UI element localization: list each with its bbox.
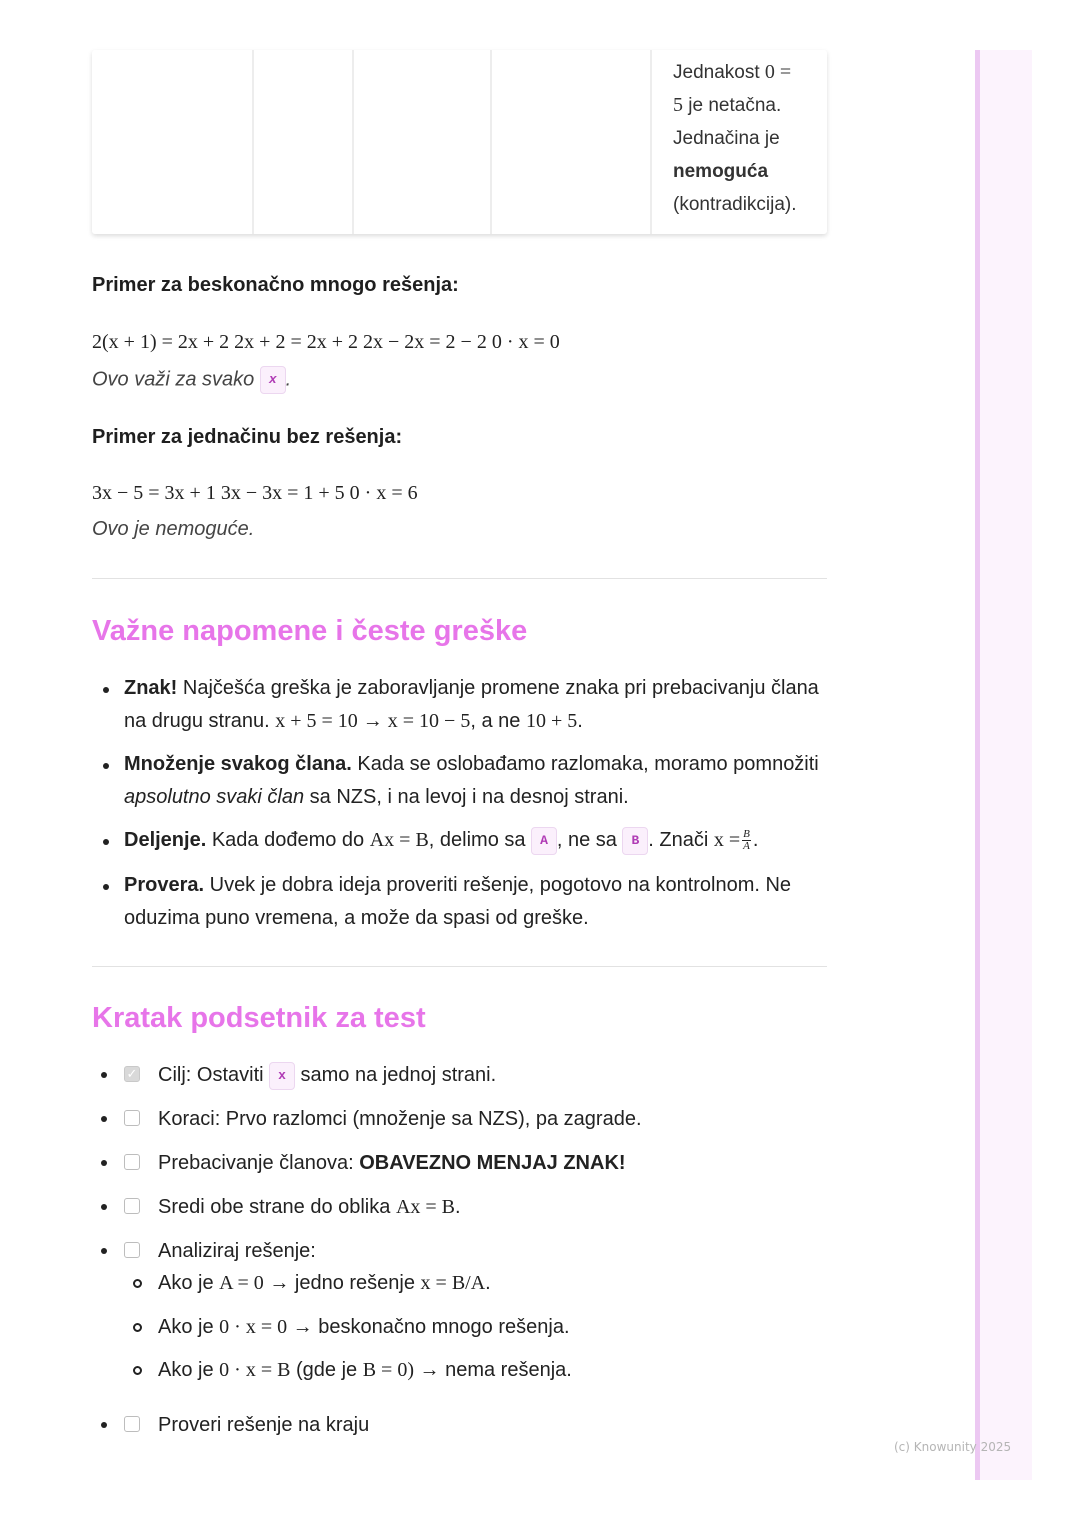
item-text: , ne sa (556, 829, 623, 851)
item-text: , delimo sa (428, 829, 532, 851)
item-math: x + 5 = 10 → x = 10 − 5 (275, 710, 471, 732)
item-text: , a ne (470, 710, 526, 732)
section-divider (92, 966, 827, 967)
bullet (103, 884, 109, 890)
item-text: . (577, 710, 583, 732)
item-text: Kada se oslobađamo razlomaka, moramo pomnožiti (351, 753, 819, 775)
item-text: Koraci: Prvo razlomci (množenje sa NZS), pa zagrade. (158, 1108, 642, 1130)
cell-text: je netačna. (683, 95, 782, 116)
item-text: . (485, 1272, 491, 1294)
sub-bullet (133, 1366, 142, 1375)
bullet (101, 1204, 107, 1210)
item-math: x = B/A (420, 1272, 486, 1294)
bullet (101, 1072, 107, 1078)
section-reminder-title: Kratak podsetnik za test (92, 1002, 426, 1034)
item-text: . (455, 1196, 461, 1218)
list-item (92, 869, 832, 935)
example-infinite-equation: 2(x + 1) = 2x + 2 2x + 2 = 2x + 2 2x − 2x = 2 − 2 0 · x = 0 (92, 331, 560, 353)
item-math: 0 · x = B (219, 1359, 291, 1381)
item-text: (gde je (290, 1359, 363, 1381)
bullet (101, 1116, 107, 1122)
note-end: . (285, 368, 292, 391)
item-math: x = (713, 829, 741, 851)
table-cell-contradiction (673, 56, 821, 221)
item-text: Sredi obe strane do oblika (158, 1196, 396, 1218)
item-text: samo na jednoj strani. (294, 1064, 497, 1086)
cell-text: Jednačina je (673, 128, 780, 149)
item-text: → nema rešenja. (413, 1359, 572, 1381)
item-text: Ako je (158, 1272, 220, 1294)
item-math: A = 0 (219, 1272, 264, 1294)
item-text: . Znači (648, 829, 714, 851)
table-column-divider (252, 50, 254, 234)
checkbox[interactable] (124, 1242, 140, 1258)
inline-code-chip: x (260, 366, 286, 394)
item-math: 10 + 5 (525, 710, 578, 732)
item-text: Prebacivanje članova: (158, 1152, 360, 1174)
item-text: Cilj: Ostaviti (158, 1064, 270, 1086)
checkbox-checked[interactable]: ✓ (124, 1066, 140, 1082)
bullet (103, 763, 109, 769)
list-item (92, 748, 832, 814)
item-bold: Znak! (124, 677, 178, 699)
right-margin-strip (975, 50, 1032, 1480)
right-margin-rule (975, 50, 980, 1480)
inline-code-chip: A (531, 827, 557, 855)
example-none-heading: Primer za jednačinu bez rešenja: (92, 426, 403, 448)
item-italic: apsolutno svaki član (124, 786, 305, 808)
item-text: → beskonačno mnogo rešenja. (287, 1316, 570, 1338)
cell-bold-text: nemoguća (673, 161, 769, 182)
list-item (92, 672, 832, 738)
item-bold: Množenje svakog člana. (124, 753, 352, 775)
fraction-numerator: B (743, 828, 750, 841)
example-infinite-note (92, 366, 291, 394)
cell-text: (kontradikcija). (673, 194, 797, 215)
item-text: Analiziraj rešenje: (158, 1240, 316, 1262)
item-bold: Deljenje. (124, 829, 207, 851)
fraction-denominator: A (743, 840, 750, 853)
list-item (92, 824, 832, 857)
fraction (742, 829, 751, 852)
example-none-equation: 3x − 5 = 3x + 1 3x − 3x = 1 + 5 0 · x = 6 (92, 482, 418, 504)
bullet (101, 1422, 107, 1428)
item-math: B = 0) (362, 1359, 414, 1381)
watermark: (c) Knowunity 2025 (894, 1440, 1012, 1454)
item-text: Uvek je dobra ideja proveriti rešenje, pogotovo na kontrolnom. Ne oduzima puno vremena, a može da spasi od greške. (124, 874, 792, 929)
example-none-note: Ovo je nemoguće. (92, 518, 255, 540)
item-math: 0 · x = 0 (219, 1316, 288, 1338)
item-text: Najčešća greška je zaboravljanje promene znaka pri prebacivanju člana na drugu stranu. (124, 677, 819, 732)
bullet (101, 1248, 107, 1254)
example-infinite-heading: Primer za beskonačno mnogo rešenja: (92, 274, 459, 296)
item-text: Kada dođemo do (206, 829, 370, 851)
bullet (103, 687, 109, 693)
sub-bullet (133, 1323, 142, 1332)
item-math: Ax = B (369, 829, 429, 851)
note-text: Ovo važi za svako (92, 368, 255, 391)
item-text: Proveri rešenje na kraju (158, 1414, 370, 1436)
checkbox[interactable] (124, 1198, 140, 1214)
item-text: Ako je (158, 1316, 220, 1338)
checkbox[interactable] (124, 1154, 140, 1170)
item-text: . (752, 829, 759, 851)
cell-text: Jednakost (673, 62, 765, 83)
section-divider (92, 578, 827, 579)
item-bold: Provera. (124, 874, 205, 896)
item-text: → jedno rešenje (263, 1272, 421, 1294)
table-column-divider (490, 50, 492, 234)
item-math: Ax = B (395, 1196, 455, 1218)
item-bold: OBAVEZNO MENJAJ ZNAK! (359, 1152, 626, 1174)
bullet (103, 839, 109, 845)
cell-math: 0 = (764, 61, 792, 83)
sub-bullet (133, 1279, 142, 1288)
inline-code-chip: B (622, 827, 648, 855)
cell-math: 5 (673, 94, 683, 116)
item-text: sa NZS, i na levoj i na desnoj strani. (304, 786, 629, 808)
table-column-divider (650, 50, 652, 234)
inline-code-chip: x (269, 1062, 295, 1090)
table-column-divider (352, 50, 354, 234)
section-notes-title: Važne napomene i česte greške (92, 615, 528, 647)
item-text: Ako je (158, 1359, 220, 1381)
solutions-table (92, 50, 827, 234)
checkbox[interactable] (124, 1110, 140, 1126)
bullet (101, 1160, 107, 1166)
checkbox[interactable] (124, 1416, 140, 1432)
